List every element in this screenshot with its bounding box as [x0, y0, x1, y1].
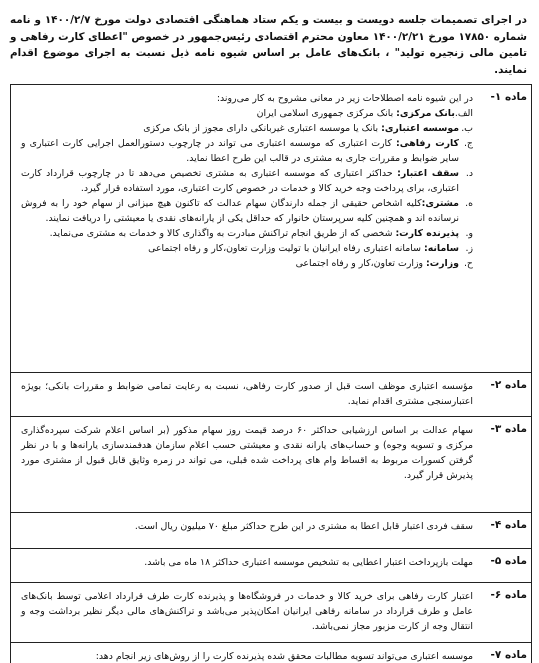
definition-text: کلیه اشخاص حقیقی از جمله دارندگان سهام عدالت که تاکنون هیچ میزانی از سهام خود را به فروش نرسانده اند و همچنین کلیه سرپرستان خانوار که حداقل یکی از یارانه‌های نقدی یا معیشتی را دریافت نمایند.: [21, 198, 459, 224]
definition-text: شخصی که از طریق انجام تراکنش مبادرت به واگذاری کالا و خدمات به مشتری می‌نماید.: [49, 228, 396, 239]
article-text: سهام عدالت بر اساس ارزشیابی حداکثر ۶۰ درصد قیمت روز سهام مذکور (بر اساس اعلام شرکت سپرده‌گذاری مرکزی و تسویه وجوه) و حساب‌های یارانه نقدی و معیشتی حسب اعلام سازمان هدفمندسازی یارانه‌ها و با در نظر گرفتن کسورات مربوط به اقساط وام های پرداخت شده قبلی، می تواند در زمره وثایق قابل قبول از مشتری مورد پذیرش قرار گیرد.: [21, 425, 473, 481]
definition-item: [21, 241, 473, 256]
article-row: [11, 417, 531, 513]
definition-text: بانک یا موسسه اعتباری غیربانکی دارای مجوز از بانک مرکزی: [143, 123, 382, 134]
definition-letter: و.: [465, 228, 473, 239]
definition-letter: د.: [465, 168, 473, 179]
article-text: موسسه اعتباری می‌تواند تسویه مطالبات محقق شده پذیرنده کارت را از روش‌های زیر انجام دهد:: [95, 651, 473, 662]
definition-letter: ج.: [463, 138, 473, 149]
definition-letter: ه.: [465, 198, 473, 209]
article-label: ماده ۴-: [490, 519, 527, 531]
article-label: ماده ۷-: [490, 649, 527, 661]
article-label: ماده ۳-: [490, 423, 527, 435]
article-label: ماده ۶-: [490, 589, 527, 601]
definition-letter: ز.: [465, 243, 473, 254]
article-lead: در این شیوه نامه اصطلاحات زیر در معانی مشروح به کار می‌روند:: [216, 93, 473, 104]
article-row: [11, 513, 531, 549]
definition-text: حداکثر اعتباری که موسسه اعتباری به مشتری تخصیص می‌دهد تا در چارچوب قرارداد کارت اعتباری، برای پرداخت وجه خرید کالا و خدمات در خصوص کارت اعتباری، مورد استفاده قرار گیرد.: [21, 168, 459, 194]
definition-term: سامانه:: [423, 243, 459, 254]
articles-table: [10, 84, 532, 663]
article-text: مؤسسه اعتباری موظف است قبل از صدور کارت رفاهی، نسبت به رعایت تمامی ضوابط و مقررات بانکی؛ بویژه اعتبارسنجی مشتری اقدام نماید.: [21, 381, 473, 407]
definition-item: [21, 121, 473, 136]
article-row: [11, 549, 531, 583]
definition-term: بانک مرکزی:: [396, 108, 455, 119]
article-label: ماده ۲-: [490, 379, 527, 391]
article-row: [11, 583, 531, 643]
definition-item: [21, 166, 473, 196]
definition-letter: ح.: [463, 258, 473, 269]
definition-letter: الف.: [454, 108, 473, 119]
definition-item: [21, 196, 473, 226]
article-row: [11, 373, 531, 417]
intro-paragraph: در اجرای تصمیمات جلسه دویست و بیست و یکم ستاد هماهنگی اقتصادی دولت مورخ ۱۴۰۰/۲/۷ و نامه شماره ۱۷۸۵۰ مورخ ۱۴۰۰/۲/۲۱ معاون محترم اقتصادی رئیس‌جمهور در خصوص "اعطای کارت رفاهی و تامین مالی زنجیره تولید" ، بانک‌های عامل بر اساس شیوه نامه ذیل نسبت به اجرای موضوع اقدام نمایند.: [10, 14, 527, 76]
definition-text: سامانه اعتباری رفاه ایرانیان با تولیت وزارت تعاون،کار و رفاه اجتماعی: [148, 243, 424, 254]
definition-term: مشتری:: [421, 198, 459, 209]
definition-term: پذیرنده کارت:: [395, 228, 459, 239]
definition-term: وزارت:: [425, 258, 459, 269]
article-body: [11, 85, 477, 372]
definition-text: وزارت تعاون،کار و رفاه اجتماعی: [295, 258, 426, 269]
definition-term: موسسه اعتباری:: [381, 123, 459, 134]
definition-text: کارت اعتباری که موسسه اعتباری می تواند در چارچوب دستورالعمل اجرایی کارت اعتباری و سایر ضوابط و مقررات جاری به مشتری در قالب این طرح اعطا نماید.: [21, 138, 459, 164]
article-text: اعتبار کارت رفاهی برای خرید کالا و خدمات در فروشگاه‌ها و پذیرنده کارت طرف قرارداد اعلامی توسط بانک‌های عامل و طرف قرارداد در سامانه رفاهی ایرانیان امکان‌پذیر می‌باشد و تراکنش‌های مالی دیگر نظیر برداشت وجه و انتقال وجه از کارت مزبور مجاز نمی‌باشد.: [21, 591, 473, 632]
definition-item: [21, 226, 473, 241]
article-row: [11, 643, 531, 663]
article-text: سقف فردی اعتبار قابل اعطا به مشتری در این طرح حداکثر مبلغ ۷۰ میلیون ریال است.: [134, 521, 473, 532]
definition-term: کارت رفاهی:: [396, 138, 459, 149]
article-label: ماده ۵-: [490, 555, 527, 567]
definition-item: [21, 256, 473, 271]
definition-letter: ب.: [461, 123, 473, 134]
definition-text: بانک مرکزی جمهوری اسلامی ایران: [256, 108, 397, 119]
definition-item: [21, 106, 473, 121]
article-row: [11, 85, 531, 373]
definition-item: [21, 136, 473, 166]
article-text: مهلت بازپرداخت اعتبار اعطایی به تشخیص موسسه اعتباری حداکثر ۱۸ ماه می باشد.: [144, 557, 473, 568]
definition-term: سقف اعتبار:: [397, 168, 459, 179]
article-label: ماده ۱-: [490, 91, 527, 103]
